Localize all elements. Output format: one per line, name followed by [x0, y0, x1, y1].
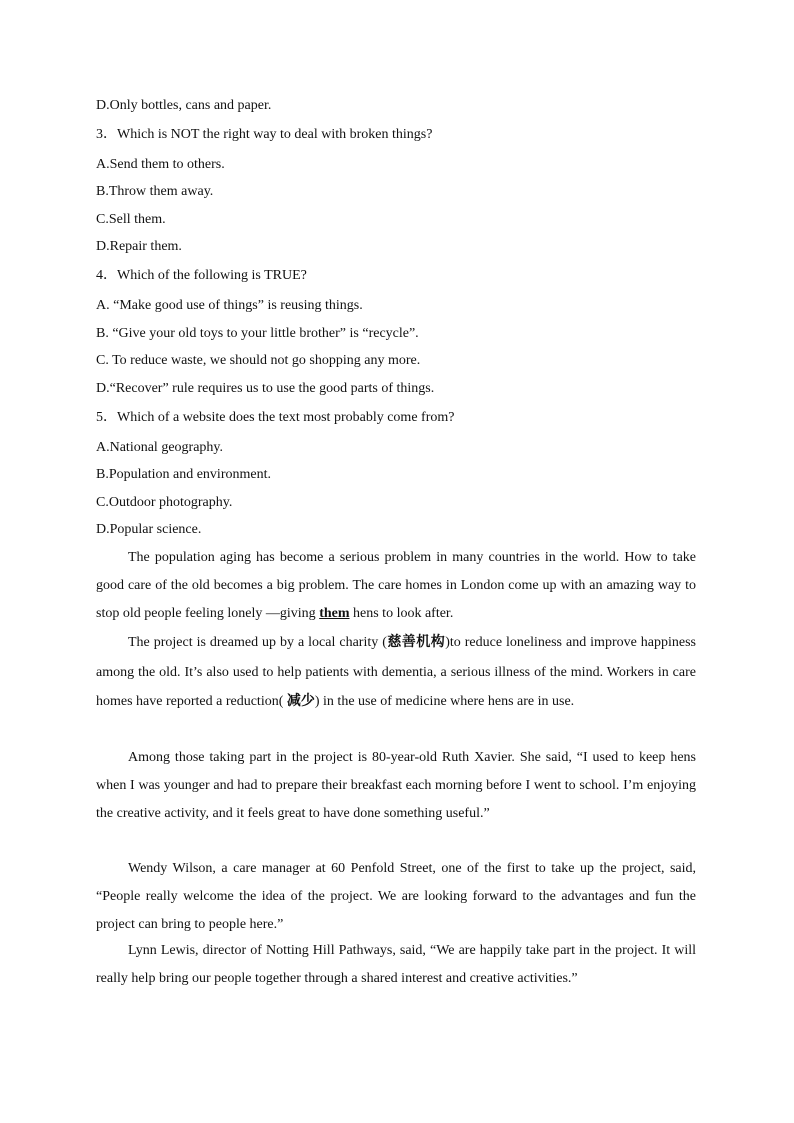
- q2-option-d: D.Only bottles, cans and paper.: [96, 98, 272, 113]
- question-4-option-b: B. “Give your old toys to your little brother” is “recycle”.: [96, 326, 419, 341]
- passage-paragraph-4: Wendy Wilson, a care manager at 60 Penfold Street, one of the first to take up the project, said, “People really welcome the idea of the project. We are looking forward to the advantages and fun the project can bring to people here.”: [96, 861, 696, 932]
- question-4-option-d: D.“Recover” rule requires us to use the good parts of things.: [96, 381, 435, 396]
- chinese-gloss-reduction: 减少: [286, 694, 315, 709]
- question-5-stem: 5．Which of a website does the text most probably come from?: [96, 410, 455, 425]
- paragraph-1-text: The population aging has become a serious problem in many countries in the world. How to take good care of the old becomes a big problem. The care homes in London come up with an amazing way to stop old people feeling lonely —giving: [96, 550, 696, 621]
- paragraph-2-text-b: )to reduce loneliness and improve happiness among the old. It’s also used to help patients with dementia, a serious illness of the mind. Workers in care homes have reported a reduction(: [96, 635, 697, 709]
- paragraph-2-text-c: ) in the use of medicine where hens are in use.: [314, 694, 575, 709]
- question-5-option-b: B.Population and environment.: [96, 467, 271, 482]
- question-5-option-d: D.Popular science.: [96, 522, 202, 537]
- question-5-option-a: A.National geography.: [96, 440, 223, 455]
- passage-paragraph-5: Lynn Lewis, director of Notting Hill Pathways, said, “We are happily take part in the project. It will really help bring our people together through a shared interest and creative activities.”: [96, 943, 696, 986]
- underlined-word-them: them: [319, 605, 350, 621]
- question-3-option-d: D.Repair them.: [96, 239, 182, 254]
- question-4-option-c: C. To reduce waste, we should not go shopping any more.: [96, 353, 421, 368]
- chinese-gloss-charity: 慈善机构: [386, 635, 446, 650]
- passage-paragraph-1: [96, 544, 696, 627]
- question-4-option-a: A. “Make good use of things” is reusing things.: [96, 298, 363, 313]
- paragraph-1-text-end: hens to look after.: [349, 605, 454, 621]
- passage-paragraph-3: Among those taking part in the project is 80-year-old Ruth Xavier. She said, “I used to keep hens when I was younger and had to prepare their breakfast each morning before I went to school. I’m enjoying the creative activity, and it feels great to have done something useful.”: [96, 750, 696, 821]
- paragraph-2-text-a: The project is dreamed up by a local charity (: [128, 635, 387, 650]
- question-5-option-c: C.Outdoor photography.: [96, 495, 233, 510]
- question-4-stem: 4．Which of the following is TRUE?: [96, 268, 307, 283]
- question-3-option-a: A.Send them to others.: [96, 157, 225, 172]
- question-3-option-b: B.Throw them away.: [96, 184, 214, 199]
- passage-paragraph-2: [96, 628, 696, 717]
- question-3-stem: 3．Which is NOT the right way to deal with broken things?: [96, 127, 433, 142]
- question-3-option-c: C.Sell them.: [96, 212, 166, 227]
